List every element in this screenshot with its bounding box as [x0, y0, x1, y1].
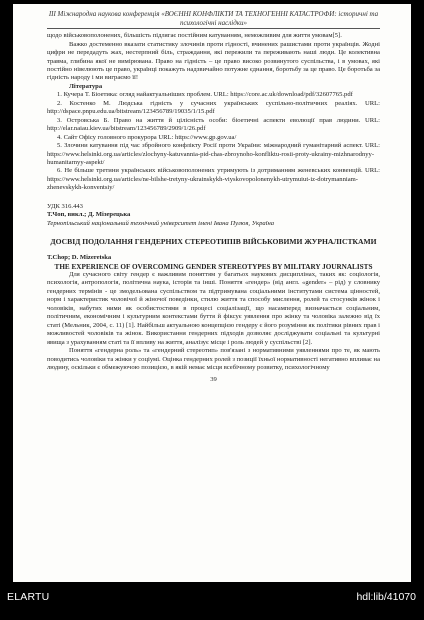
paragraph: Важко достеменно вказати статистику злочинів проти гідності, вчинених рашистами проти українців. Жодні цифри не передадуть жах, нестерпний біль, страждання, які пережили та переживають наші люди. Це колективна травма, глибина якої не вимірювана. Право на гідність – це право високо розвинутого суспільства, і в умовах, які постійно нівелюють це право, українці покажуть надзвичайно потужне єднання, боротьбу за це право. Це боротьба за гідність народу і ми виграємо її!: [47, 40, 380, 82]
paragraph: Для сучасного світу гендер є важливим поняттям у багатьох наукових дисциплінах, таких як: соціологія, психологія, антропологія, політична наука, історія та інші. Поняття «гендер» (від англ. «gender» – рід) у словнику гендерних термінів - це змодельована суспільством та підтримувана соціальними інститутами система цінностей, норм і характеристик чоловічої й жіночої поведінки, стилю життя та способу мислення, ролей та стосунків жінок і чоловіків, набутих ними як особистостями в процесі соціалізації, що насамперед визначається соціальним, політичним, економічним і культурним контекстами буття й фіксує уявлення про жінку та чоловіка залежно від їх статі (Мельник, 2004, с. 11) [1]. Найбільш актуальною концепцією гендеру є його розуміння як політики рівних прав і можливостей чоловіків та жінок. Використання гендерних підходів дозволяє досліджувати соціальні та культурні явища з урахуванням статі та її впливу на життя, аналізує місце і роль людей у суспільстві [2].: [47, 271, 380, 346]
article-authors: Т.Чоп, викл.; Д. Мізерецька: [47, 211, 131, 219]
page-content: [47, 10, 380, 385]
article-title-english: THE EXPERIENCE OF OVERCOMING GENDER STEREOTYPES BY MILITARY JOURNALISTS: [54, 262, 373, 271]
udc-code: УДК 316.443: [47, 202, 83, 210]
literature-heading: Література: [69, 82, 103, 90]
paragraph: Поняття «гендерна роль» та «гендерний стереотип» пов'язані з нормативними уявленнями про те, як мають поводитись чоловіки та жінки у соціумі. Оцінка гендерних ролей з позиції їхньої нормативності негативно впливає на людину, оскільки є обмежуючою позицією, в якій немає місця всебічному розвитку, психологічному: [47, 347, 380, 371]
page-number: 39: [210, 376, 217, 384]
reference-item: 2. Костенко М. Людська гідність у сучасних українських суспільно-політичних реаліях. URL: http://dspace.pnpu.edu.ua/bitstream/123456789/19035/1/15.pdf: [47, 99, 380, 116]
running-header: III Міжнародна наукова конференція «ВОЄННІ КОНФЛІКТИ ТА ТЕХНОГЕННІ КАТАСТРОФИ: історичні та психологічні наслідки»: [47, 10, 380, 29]
repository-label: ELARTU: [7, 591, 50, 603]
reference-item: 5. Злочини катування під час збройного конфлікту Росії проти України: міжнародний гуманітарний аспект. URL: https://www.helsinki.org.ua/articles/zlochyny-katuvannia-pid-chas-zbroynoho-konfliktu-rosii-proty-ukrainy-mizhnarodnyy-humanitarnyy-aspekt/: [47, 142, 380, 166]
viewer-footer-bar: [0, 582, 424, 620]
reference-item: 4. Сайт Офісу головного прокурора URL: https://www.gp.gov.ua/: [57, 133, 237, 141]
article-title: ДОСВІД ПОДОЛАННЯ ГЕНДЕРНИХ СТЕРЕОТИПІВ ВІЙСЬКОВИМИ ЖУРНАЛІСТКАМИ: [50, 237, 377, 247]
article-authors-english: T.Chop; D. Mizeretska: [47, 254, 112, 262]
document-page: [13, 4, 411, 582]
handle-label: hdl:lib/41070: [356, 591, 416, 603]
reference-item: 3. Островська Б. Право на життя й цілісність особи: біоетичні аспекти еволюції прав людини. URL: http://elar.naiau.kiev.ua/bitstream/123456789/2909/1/26.pdf: [47, 116, 380, 133]
reference-item: 6. Не більше третини українських військовополонених утримують із дотриманням женевських конвенцій. URL: https://www.helsinki.org.ua/articles/ne-bilshe-tretyny-ukrainskykh-viyskovopolonenykh-utrymuiut-iz-dotrymanniam-zhenevskykh-konventsiy/: [47, 167, 380, 192]
author-affiliation: Тернопільський національний технічний університет імені Івана Пулюя, Україна: [47, 219, 275, 227]
paragraph: щодо військовополонених, більшість підлягає постійним катуванням, неможливим для життя умовам[5].: [47, 32, 342, 40]
reference-item: 1. Кучера Т. Біоетика: огляд найактуальніших проблем. URL: https://core.ac.uk/download/pdf/32607765.pdf: [57, 91, 353, 99]
